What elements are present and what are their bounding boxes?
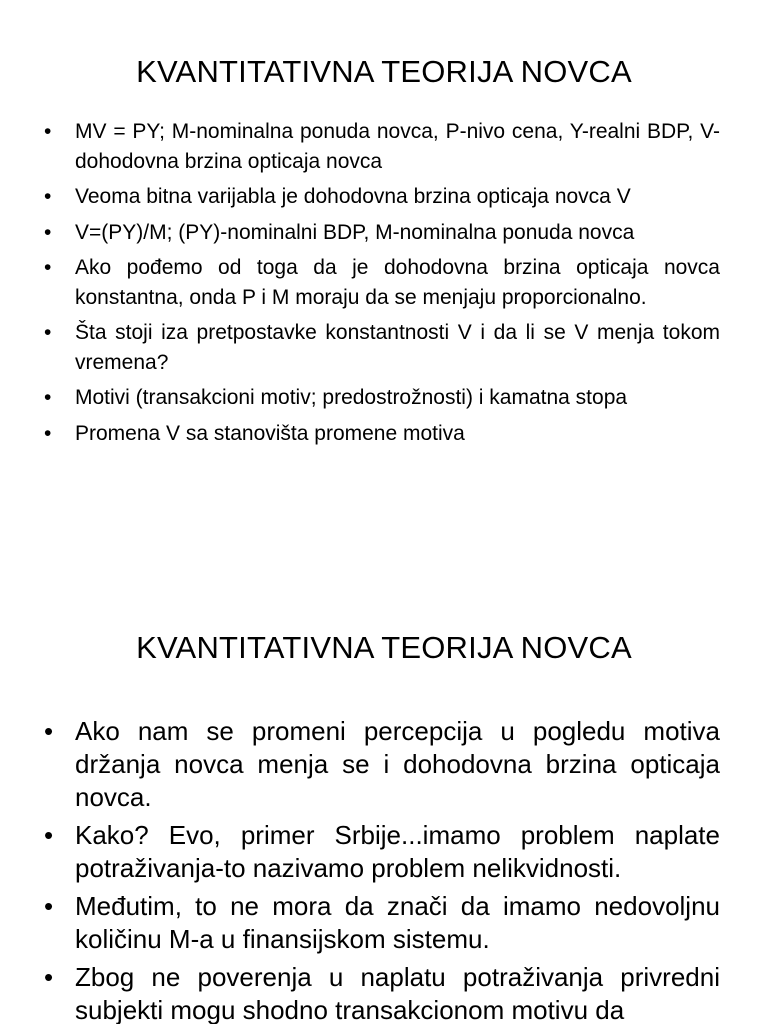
bullet-text: Ako pođemo od toga da je dohodovna brzina opticaja novca konstantna, onda P i M moraju da se menjaju proporcionalno. bbox=[75, 256, 720, 309]
bullet-text: V=(PY)/M; (PY)-nominalni BDP, M-nominalna ponuda novca bbox=[75, 220, 635, 244]
bullet-icon: • bbox=[44, 421, 52, 445]
bullet-text: Kako? Evo, primer Srbije...imamo problem naplate potraživanja-to nazivamo problem nelikvidnosti. bbox=[75, 820, 720, 883]
bullet-text: Motivi (transakcioni motiv; predostrožnosti) i kamatna stopa bbox=[75, 386, 628, 409]
bullet-icon: • bbox=[44, 256, 52, 279]
bullet-icon: • bbox=[44, 220, 52, 244]
bullet-text: Međutim, to ne mora da znači da imamo nedovoljnu količinu M-a u finansijskom sistemu. bbox=[75, 891, 720, 954]
bullet-icon: • bbox=[44, 185, 52, 208]
bullet-item bbox=[44, 419, 720, 449]
bullet-icon: • bbox=[44, 820, 54, 850]
bullet-item bbox=[44, 218, 720, 248]
bullet-item bbox=[44, 318, 720, 377]
bullet-item bbox=[44, 715, 720, 814]
bullet-icon: • bbox=[44, 386, 52, 409]
bullet-icon: • bbox=[44, 891, 54, 921]
bullet-item bbox=[44, 117, 720, 176]
slide-2-title: KVANTITATIVNA TEORIJA NOVCA bbox=[136, 630, 632, 665]
bullet-icon: • bbox=[44, 120, 52, 143]
slide-1-title: KVANTITATIVNA TEORIJA NOVCA bbox=[136, 54, 632, 89]
bullet-text: Šta stoji iza pretpostavke konstantnosti V i da li se V menja tokom vremena? bbox=[75, 321, 720, 374]
slide-1-bullet-list bbox=[44, 117, 720, 454]
bullet-item bbox=[44, 890, 720, 956]
bullet-text: MV = PY; M-nominalna ponuda novca, P-nivo cena, Y-realni BDP, V-dohodovna brzina opticaja novca bbox=[75, 120, 720, 173]
bullet-icon: • bbox=[44, 716, 54, 746]
bullet-item bbox=[44, 383, 720, 413]
bullet-item bbox=[44, 961, 720, 1024]
slide-2-bullet-list bbox=[44, 715, 720, 1024]
bullet-text: Promena V sa stanovišta promene motiva bbox=[75, 421, 465, 445]
bullet-item bbox=[44, 182, 720, 212]
bullet-icon: • bbox=[44, 321, 52, 344]
bullet-text: Veoma bitna varijabla je dohodovna brzina opticaja novca V bbox=[75, 185, 631, 208]
bullet-text: Ako nam se promeni percepcija u pogledu motiva držanja novca menja se i dohodovna brzina opticaja novca. bbox=[75, 716, 720, 812]
bullet-icon: • bbox=[44, 962, 54, 992]
bullet-text: Zbog ne poverenja u naplatu potraživanja privredni subjekti mogu shodno transakcionom motivu da bbox=[75, 962, 720, 1024]
bullet-item bbox=[44, 253, 720, 312]
bullet-item bbox=[44, 819, 720, 885]
